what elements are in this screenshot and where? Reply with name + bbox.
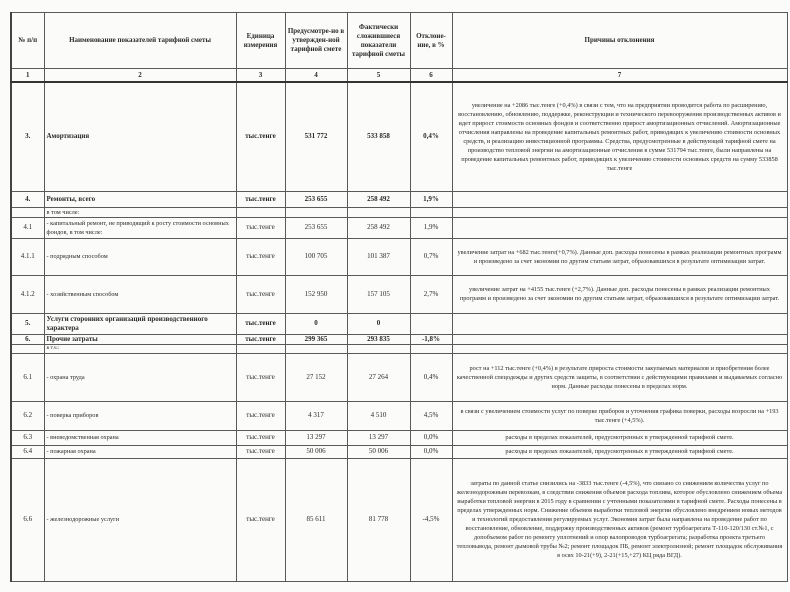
table-row xyxy=(11,207,787,217)
row-planned xyxy=(285,207,347,217)
row-name: в т.ч.: xyxy=(44,344,236,353)
row-reason: рост на +112 тыс.тенге (+0,4%) в результате прироста стоимости закупаемых материалов и приобретения более качественной спецодежды и других средств защиты, в соответствии с действующими правилами и выдаваемых согласно норм. Данные расходы понесены в пределах норм. xyxy=(452,353,787,401)
colnum-6: 6 xyxy=(410,69,452,83)
row-reason: расходы в пределах показателей, предусмотренных в утвержденной тарифной смете. xyxy=(452,430,787,445)
row-actual: 50 006 xyxy=(347,445,410,458)
row-deviation: 0,4% xyxy=(410,82,452,191)
row-planned: 50 006 xyxy=(285,445,347,458)
row-num: 4.1.2 xyxy=(11,275,44,313)
row-num: 4.1 xyxy=(11,217,44,238)
row-planned xyxy=(285,344,347,353)
row-num xyxy=(11,207,44,217)
row-unit xyxy=(236,344,285,353)
row-name: - капитальный ремонт, не приводящий к росту стоимости основных фондов, в том числе: xyxy=(44,217,236,238)
row-reason xyxy=(452,334,787,344)
row-unit: тыс.тенге xyxy=(236,445,285,458)
row-planned: 0 xyxy=(285,313,347,334)
row-reason xyxy=(452,344,787,353)
row-deviation: 2,7% xyxy=(410,275,452,313)
row-actual: 101 387 xyxy=(347,238,410,275)
header-unit: Единица измерения xyxy=(236,13,285,69)
row-num: 5. xyxy=(11,313,44,334)
row-deviation: -4,5% xyxy=(410,458,452,581)
header-name: Наименование показателей тарифной сметы xyxy=(44,13,236,69)
tariff-estimate-table xyxy=(10,12,788,582)
table-row xyxy=(11,344,787,353)
header-actual: Фактически сложившиеся показатели тарифной сметы xyxy=(347,13,410,69)
table-row xyxy=(11,217,787,238)
row-actual: 533 858 xyxy=(347,82,410,191)
row-unit: тыс.тенге xyxy=(236,334,285,344)
row-num xyxy=(11,344,44,353)
row-unit: тыс.тенге xyxy=(236,430,285,445)
row-planned: 531 772 xyxy=(285,82,347,191)
row-num: 6.3 xyxy=(11,430,44,445)
row-reason xyxy=(452,217,787,238)
row-actual: 27 264 xyxy=(347,353,410,401)
row-unit: тыс.тенге xyxy=(236,458,285,581)
row-actual: 157 105 xyxy=(347,275,410,313)
table-row xyxy=(11,445,787,458)
row-actual: 258 492 xyxy=(347,217,410,238)
row-unit xyxy=(236,207,285,217)
row-actual: 4 510 xyxy=(347,401,410,430)
row-planned: 100 705 xyxy=(285,238,347,275)
row-reason: затраты по данной статье снизились на -3833 тыс.тенге (-4,5%), что связано со снижением количества услуг по железнодорожным перевозкам, в следствии снижения объемов расхода топлива, которое обусловлено снижением объема выработки тепловой энергии в 2015 году в сравнении с учтенными показателями в тарифной смете. Расходы понесены в пределах утвержденных норм. Снижение объемов выработки тепловой энергии обусловлено внедрением новых методов и технологий предоставления регулируемых услуг. Экономия затрат была направлена на проведение работ по восстановление, обновление, поддержку производственных активов (ремонт турбоагрегата Т-110-120/130 ст.№1, с допобъемом работ по ремонту уплотнений и опор валопроводов турбоагрегата; разработка проекта третьего тепловывода, ремонт дымовой трубы №2; ремонт площадок ПБ, ремонт электролизной; ремонт площадок обслуживания в осях 10-21(+9), 2-21(+15,+27) КЦ ряда ВГД). xyxy=(452,458,787,581)
row-unit: тыс.тенге xyxy=(236,217,285,238)
row-name: - вневедомственная охрана xyxy=(44,430,236,445)
row-deviation: 1,9% xyxy=(410,191,452,207)
row-planned: 85 611 xyxy=(285,458,347,581)
row-name: Прочие затраты xyxy=(44,334,236,344)
row-planned: 299 365 xyxy=(285,334,347,344)
column-number-row xyxy=(11,69,787,83)
row-unit: тыс.тенге xyxy=(236,275,285,313)
row-reason: увеличение затрат на +4155 тыс.тенге (+2,7%). Данные доп. расходы понесены в рамках реализации ремонтных программ и произведено за счет экономии по другим статьям затрат, образовавшихся в результате оптимизации затрат. xyxy=(452,275,787,313)
header-deviation: Отклоне-ние, в % xyxy=(410,13,452,69)
row-name: Ремонты, всего xyxy=(44,191,236,207)
row-num: 4.1.1 xyxy=(11,238,44,275)
row-name: в том числе: xyxy=(44,207,236,217)
row-planned: 152 950 xyxy=(285,275,347,313)
row-name: - охрана труда xyxy=(44,353,236,401)
row-reason: расходы в пределах показателей, предусмотренных в утвержденной тарифной смете. xyxy=(452,445,787,458)
row-actual: 81 778 xyxy=(347,458,410,581)
row-unit: тыс.тенге xyxy=(236,191,285,207)
row-name: - железнодорожные услуги xyxy=(44,458,236,581)
row-actual: 293 835 xyxy=(347,334,410,344)
header-row xyxy=(11,13,787,69)
row-deviation: 0,7% xyxy=(410,238,452,275)
header-reason: Причины отклонения xyxy=(452,13,787,69)
table-row xyxy=(11,82,787,191)
row-planned: 13 297 xyxy=(285,430,347,445)
row-name: Амортизация xyxy=(44,82,236,191)
row-actual: 13 297 xyxy=(347,430,410,445)
row-unit: тыс.тенге xyxy=(236,401,285,430)
table-row xyxy=(11,430,787,445)
row-num: 6.1 xyxy=(11,353,44,401)
table-row xyxy=(11,401,787,430)
table-row xyxy=(11,238,787,275)
table-row xyxy=(11,334,787,344)
row-reason xyxy=(452,191,787,207)
row-unit: тыс.тенге xyxy=(236,353,285,401)
header-planned: Предусмотре-но в утвержден-ной тарифной смете xyxy=(285,13,347,69)
row-deviation: 1,9% xyxy=(410,217,452,238)
colnum-7: 7 xyxy=(452,69,787,83)
row-deviation: -1,8% xyxy=(410,334,452,344)
row-num: 6. xyxy=(11,334,44,344)
row-unit: тыс.тенге xyxy=(236,313,285,334)
row-planned: 253 655 xyxy=(285,191,347,207)
row-reason: увеличение на +2086 тыс.тенге (+0,4%) в связи с тем, что на предприятии проводится работа по расширению, восстановлению, обновлению, поддержке, реконструкции и технического перевооружения производственных активов и идет прирост стоимости основных фондов и соответственно прирост амортизационных отчислений. Амортизационные отчисления направлены на проведение капитальных ремонтных работ, приводящих к увеличению стоимости основных средств, и реализацию инвестиционной программы. Средства, предусмотренные в действующей тарифной смете на производство тепловой энергии на амортизационные отчисления в сумме 531794 тыс.тенге, были направлены на проведение капитальных ремонтных работ, приводящих к увеличению стоимости основных средств на сумму 533858 тыс.тенге xyxy=(452,82,787,191)
row-num: 3. xyxy=(11,82,44,191)
row-deviation xyxy=(410,313,452,334)
colnum-5: 5 xyxy=(347,69,410,83)
table-row xyxy=(11,458,787,581)
row-actual: 0 xyxy=(347,313,410,334)
row-deviation: 0,0% xyxy=(410,430,452,445)
row-name: Услуги сторонних организаций производственного характера xyxy=(44,313,236,334)
table-row xyxy=(11,275,787,313)
colnum-2: 2 xyxy=(44,69,236,83)
row-actual xyxy=(347,207,410,217)
row-actual: 258 492 xyxy=(347,191,410,207)
row-actual xyxy=(347,344,410,353)
row-deviation: 4,5% xyxy=(410,401,452,430)
row-deviation xyxy=(410,207,452,217)
header-num: № п/п xyxy=(11,13,44,69)
row-planned: 4 317 xyxy=(285,401,347,430)
row-planned: 253 655 xyxy=(285,217,347,238)
row-num: 6.4 xyxy=(11,445,44,458)
row-num: 4. xyxy=(11,191,44,207)
colnum-3: 3 xyxy=(236,69,285,83)
row-name: - подрядным способом xyxy=(44,238,236,275)
row-name: - пожарная охрана xyxy=(44,445,236,458)
row-unit: тыс.тенге xyxy=(236,238,285,275)
row-reason: в связи с увеличением стоимости услуг по поверке приборов и уточнения графика поверки, расходы возросли на +193 тыс.тенге (+4,5%). xyxy=(452,401,787,430)
row-name: - хозяйственным способом xyxy=(44,275,236,313)
row-unit: тыс.тенге xyxy=(236,82,285,191)
row-deviation: 0,4% xyxy=(410,353,452,401)
row-deviation: 0,0% xyxy=(410,445,452,458)
table-row xyxy=(11,353,787,401)
row-num: 6.6 xyxy=(11,458,44,581)
table-row xyxy=(11,313,787,334)
colnum-1: 1 xyxy=(11,69,44,83)
row-reason: увеличение затрат на +682 тыс.тенге(+0,7%). Данные доп. расходы понесены в рамках реализации ремонтных программ и произведено за счет экономии по другим статьям затрат, образовавшихся в результате оптимизации затрат. xyxy=(452,238,787,275)
row-reason xyxy=(452,313,787,334)
table-row xyxy=(11,191,787,207)
row-reason xyxy=(452,207,787,217)
row-name: - поверка приборов xyxy=(44,401,236,430)
row-num: 6.2 xyxy=(11,401,44,430)
row-deviation xyxy=(410,344,452,353)
row-planned: 27 152 xyxy=(285,353,347,401)
colnum-4: 4 xyxy=(285,69,347,83)
